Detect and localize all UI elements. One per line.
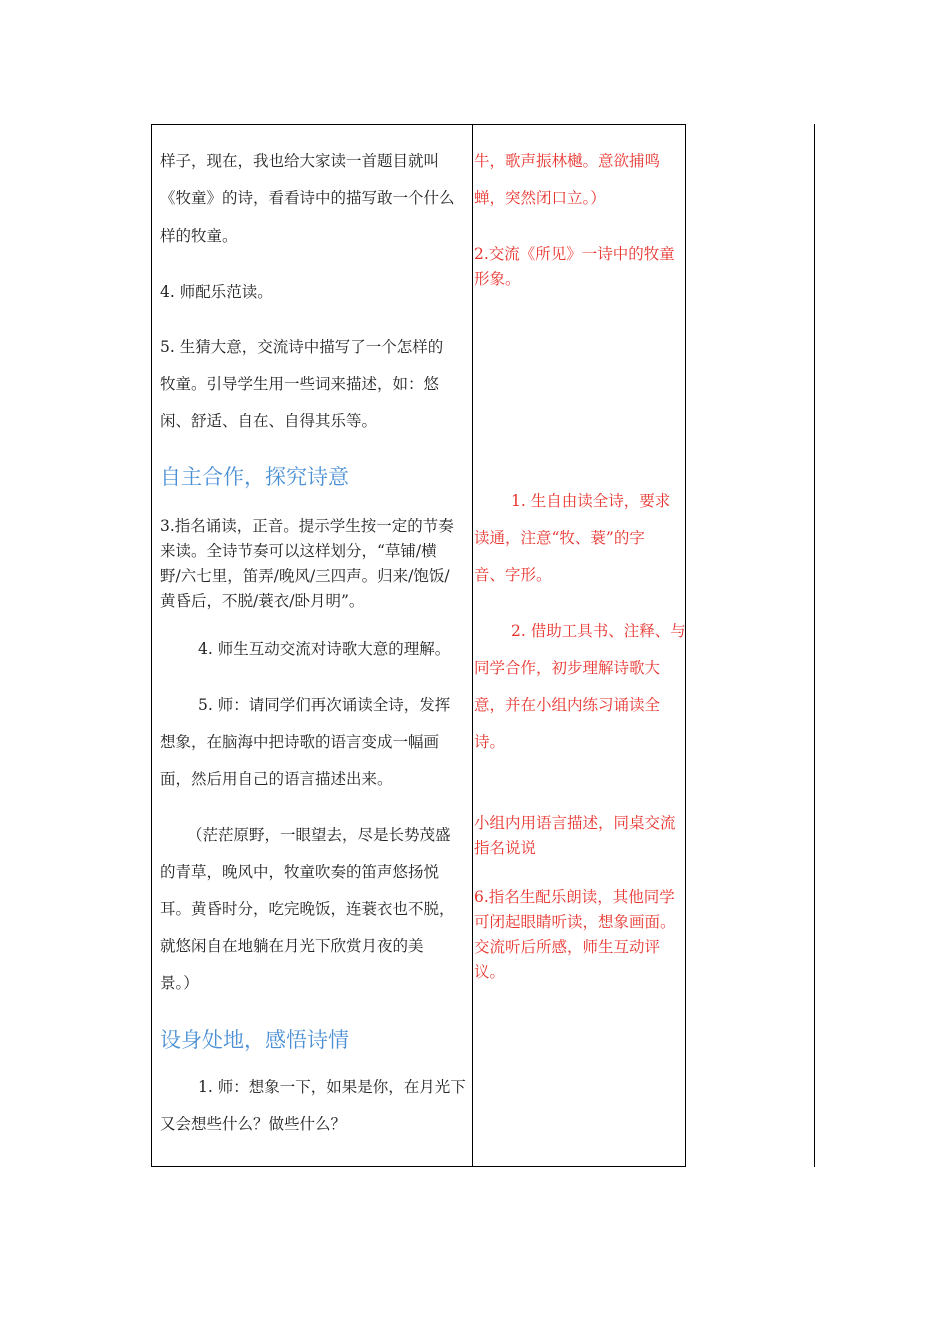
q1-line: 1. 师：想象一下，如果是你，在月光下 — [198, 1078, 466, 1096]
s3-line: 来读。全诗节奏可以这样划分，“草铺/横 — [160, 542, 437, 560]
student-activity-line: 2. 借助工具书、注释、与 — [511, 622, 686, 640]
s5-line: 5. 师：请同学们再次诵读全诗，发挥 — [198, 696, 451, 714]
student-activity-line: 读通，注意“牧、蓑”的字 — [474, 529, 645, 547]
intro-line: 《牧童》的诗，看看诗中的描写敢一个什么 — [160, 189, 455, 207]
step-5-line: 5. 生猜大意，交流诗中描写了一个怎样的 — [160, 338, 444, 356]
student-activity-line: 牛，歌声振林樾。意欲捕鸣 — [474, 152, 661, 170]
step-4: 4. 师配乐范读。 — [160, 283, 273, 301]
student-activity-line: 议。 — [474, 963, 506, 981]
desc-line: 的青草，晚风中，牧童吹奏的笛声悠扬悦 — [160, 863, 440, 881]
s3-line: 3.指名诵读，正音。提示学生按一定的节奏 — [160, 517, 454, 535]
section-heading-explore: 自主合作，探究诗意 — [160, 465, 349, 489]
student-activity-line: 音、字形。 — [474, 566, 552, 584]
s5-line: 面，然后用自己的语言描述出来。 — [160, 770, 393, 788]
student-activity-line: 6.指名生配乐朗读，其他同学 — [474, 888, 675, 906]
student-activity-line: 诗。 — [474, 733, 506, 751]
step-5-line: 闲、舒适、自在、自得其乐等。 — [160, 412, 378, 430]
step-5-line: 牧童。引导学生用一些词来描述，如：悠 — [160, 375, 440, 393]
desc-line: 就悠闲自在地躺在月光下欣赏月夜的美 — [160, 937, 424, 955]
student-activity-line: 蝉，突然闭口立。） — [474, 189, 606, 207]
student-activity-line: 可闭起眼睛听读，想象画面。 — [474, 913, 676, 931]
s4-line: 4. 师生互动交流对诗歌大意的理解。 — [198, 640, 451, 658]
student-activity-line: 交流听后所感，师生互动评 — [474, 938, 661, 956]
student-activity-line: 小组内用语言描述，同桌交流 — [474, 814, 676, 832]
intro-line: 样的牧童。 — [160, 227, 238, 245]
student-activity-line: 意，并在小组内练习诵读全 — [474, 696, 661, 714]
desc-line: 耳。黄昏时分，吃完晚饭，连蓑衣也不脱， — [160, 900, 455, 918]
s3-line: 野/六七里，笛弄/晚风/三四声。归来/饱饭/ — [160, 567, 450, 585]
student-activity-line: 形象。 — [474, 270, 521, 288]
desc-line: （茫茫原野，一眼望去，尽是长势茂盛 — [187, 826, 451, 844]
intro-line: 样子，现在，我也给大家读一首题目就叫 — [160, 152, 440, 170]
s3-line: 黄昏后，不脱/蓑衣/卧月明”。 — [160, 592, 365, 610]
student-activity-line: 同学合作，初步理解诗歌大 — [474, 659, 661, 677]
page-margin-line — [814, 124, 815, 1167]
student-activity-line: 指名说说 — [474, 839, 537, 857]
column-divider — [472, 125, 473, 1166]
s5-line: 想象，在脑海中把诗歌的语言变成一幅画 — [160, 733, 440, 751]
desc-line: 景。） — [160, 974, 199, 992]
q1-line: 又会想些什么？做些什么？ — [160, 1115, 347, 1133]
student-activity-line: 2.交流《所见》一诗中的牧童 — [474, 245, 675, 263]
section-heading-empathize: 设身处地，感悟诗情 — [160, 1028, 349, 1052]
student-activity-line: 1. 生自由读全诗，要求 — [511, 492, 671, 510]
